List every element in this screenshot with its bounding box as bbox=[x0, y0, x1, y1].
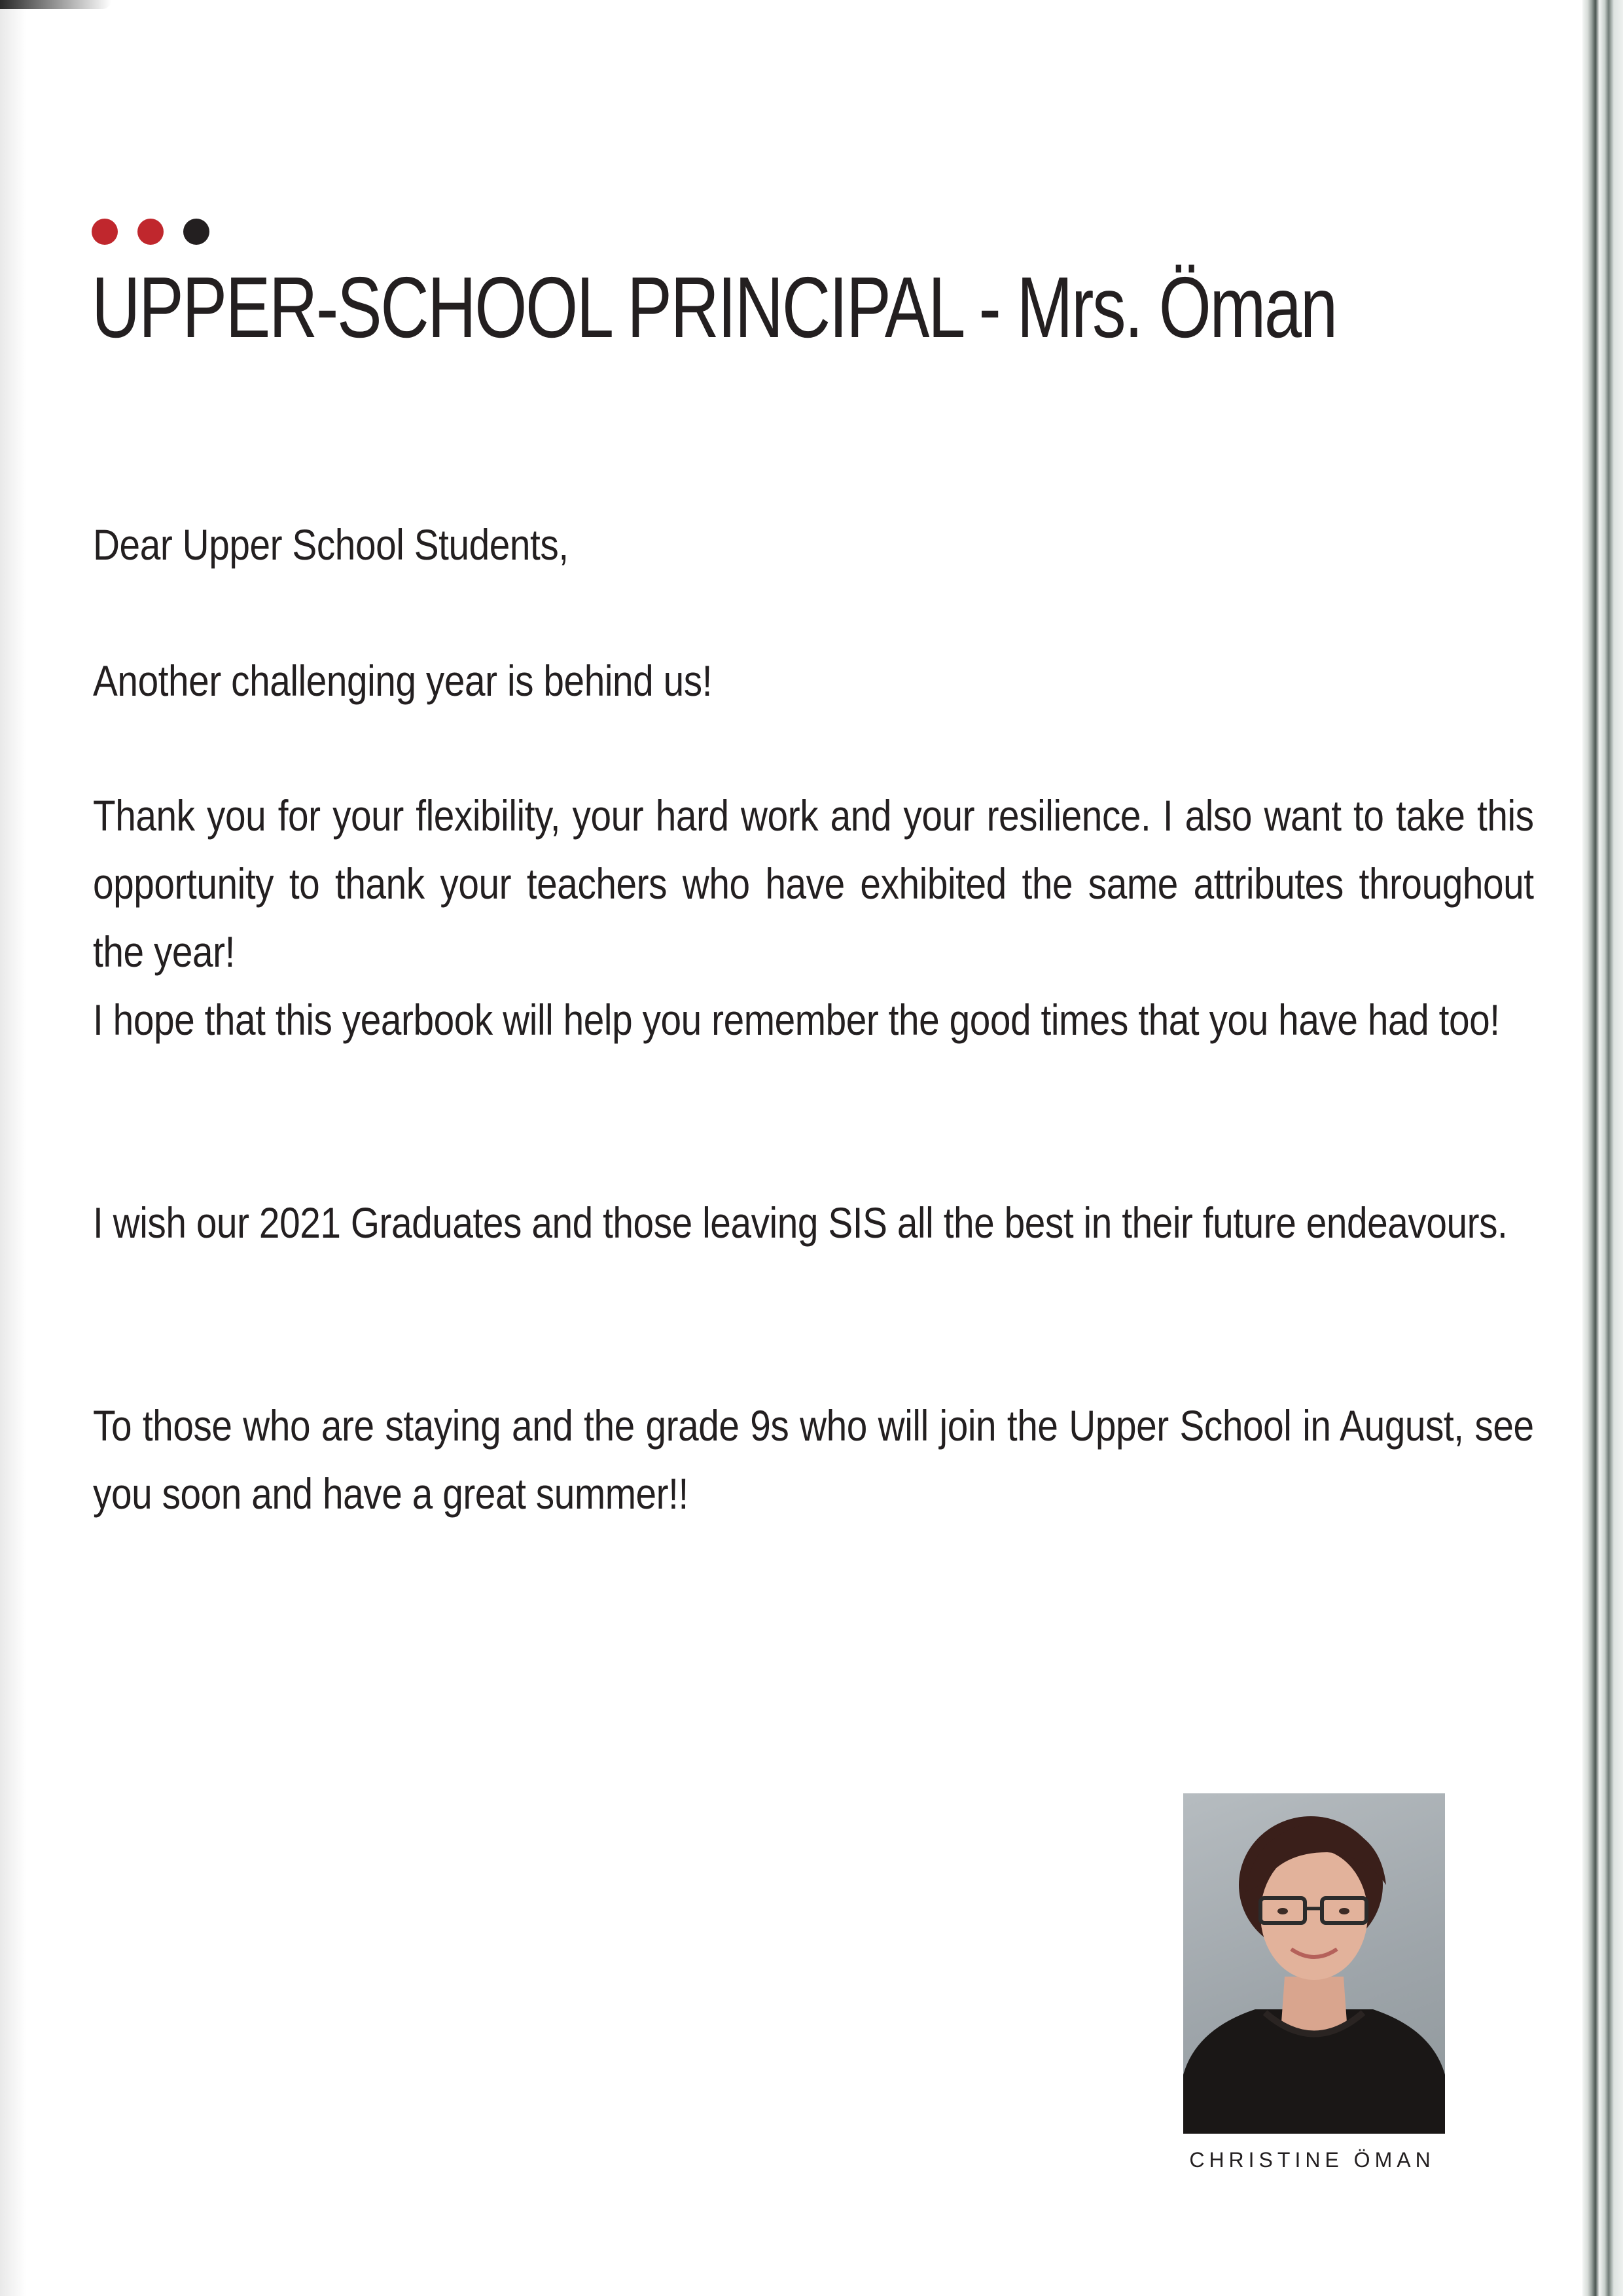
letter-paragraph: To those who are staying and the grade 9s who will join the Upper School in August, see you soon and have a great summer!! bbox=[93, 1401, 1534, 1518]
principal-portrait-photo bbox=[1183, 1793, 1445, 2134]
red-dot-icon bbox=[92, 219, 118, 245]
page-title: UPPER-SCHOOL PRINCIPAL - Mrs. Öman bbox=[92, 259, 1336, 355]
page-edge bbox=[1582, 0, 1623, 2296]
letter-salutation: Dear Upper School Students, bbox=[93, 520, 569, 569]
scan-shadow-left bbox=[0, 0, 26, 2296]
decorative-dots bbox=[92, 219, 209, 245]
letter-paragraph: Thank you for your flexibility, your hard work and your resilience. I also want to take this opportunity to thank your teachers who have exhibited the same attributes throughout the year! bbox=[93, 791, 1534, 976]
letter-paragraph: Another challenging year is behind us! bbox=[93, 656, 713, 705]
letter-paragraph: I hope that this yearbook will help you remember the good times that you have had too! bbox=[93, 996, 1500, 1044]
scan-corner-artifact bbox=[0, 0, 111, 9]
letter-paragraph: I wish our 2021 Graduates and those leaving SIS all the best in their future endeavours. bbox=[93, 1198, 1508, 1247]
photo-caption: CHRISTINE ÖMAN bbox=[1189, 2148, 1435, 2172]
red-dot-icon bbox=[137, 219, 164, 245]
dark-dot-icon bbox=[183, 219, 209, 245]
